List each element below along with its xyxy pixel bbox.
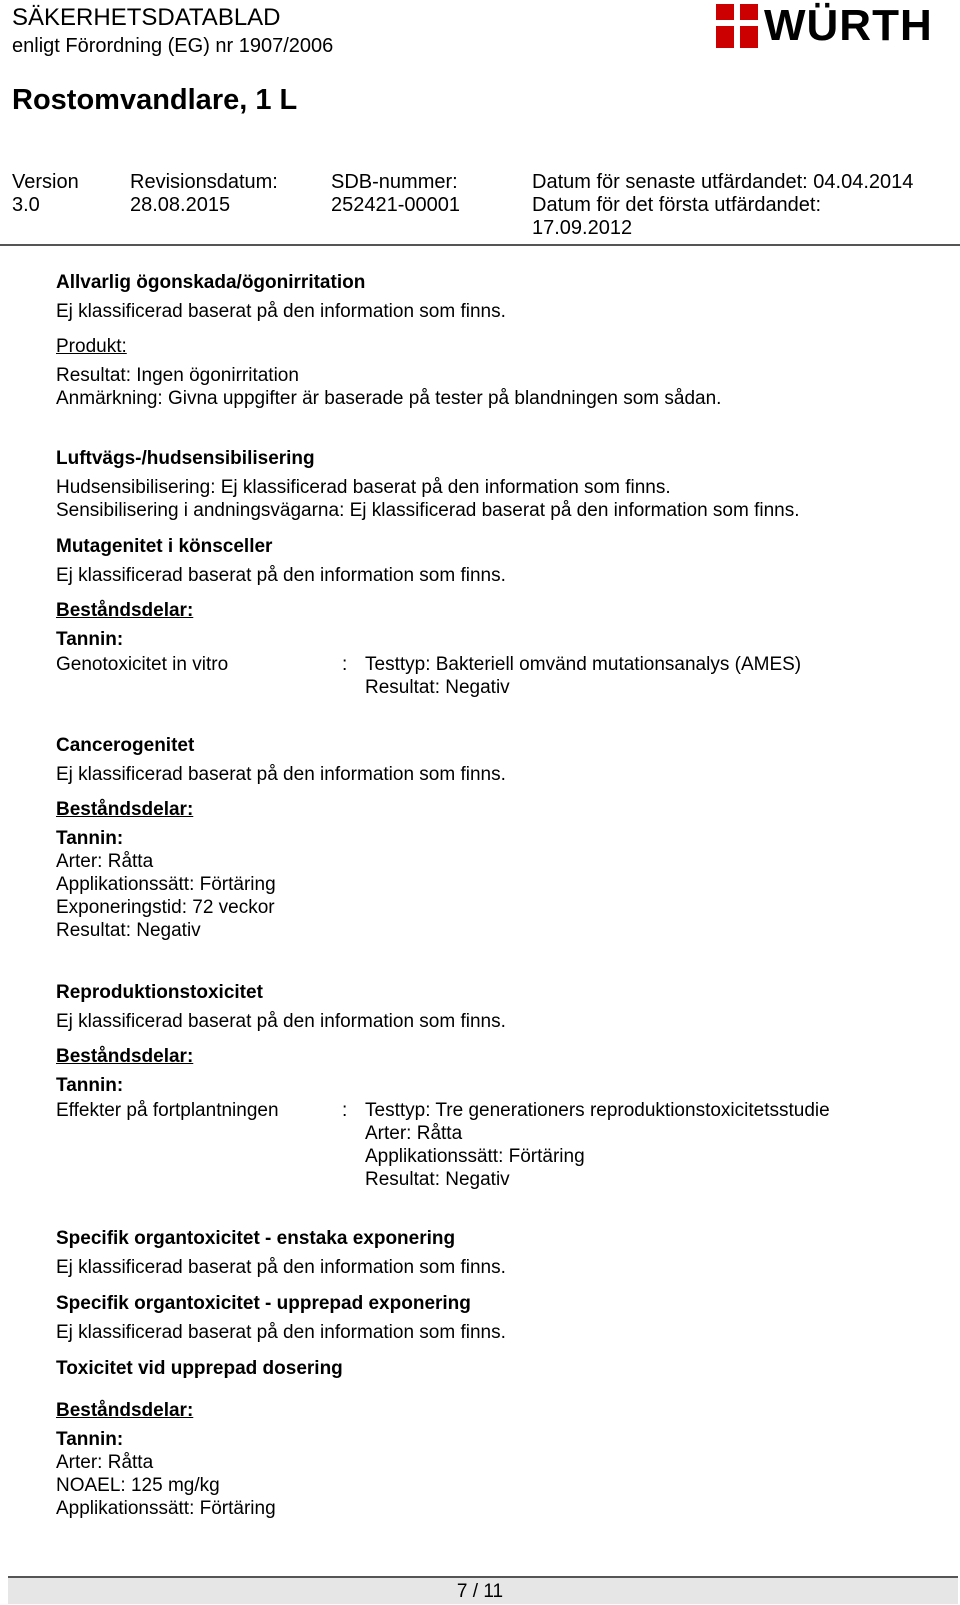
revision-value: 28.08.2015 (130, 194, 231, 216)
revision-label: Revisionsdatum: (130, 171, 278, 193)
route-text: Applikationssätt: Förtäring (56, 1498, 276, 1519)
latest-issue-date: Datum för senaste utfärdandet: 04.04.2014 (532, 171, 914, 193)
test-type: Testtyp: Tre generationers reproduktionstoxicitetsstudie (365, 1100, 830, 1121)
product-title: Rostomvandlare, 1 L (12, 84, 298, 116)
wurth-logo-mark (714, 2, 760, 50)
brand-name: WÜRTH (764, 1, 933, 50)
classification-text: Ej klassificerad baserat på den information som finns. (56, 1322, 506, 1343)
version-value: 3.0 (12, 194, 40, 216)
section-reproduction (56, 981, 506, 1097)
route-text: Applikationssätt: Förtäring (365, 1146, 585, 1167)
remark-text: Anmärkning: Givna uppgifter är baserade på tester på blandningen som sådan. (56, 388, 722, 409)
sdb-label: SDB-nummer: (331, 171, 458, 193)
classification-text: Ej klassificerad baserat på den information som finns. (56, 1011, 506, 1032)
section-heading: Specifik organtoxicitet - enstaka exponering (56, 1228, 456, 1249)
skin-text: Hudsensibilisering: Ej klassificerad baserat på den information som finns. (56, 477, 671, 498)
section-heading: Allvarlig ögonskada/ögonirritation (56, 272, 366, 293)
classification-text: Ej klassificerad baserat på den information som finns. (56, 301, 506, 322)
section-eye (56, 271, 721, 410)
product-label: Produkt: (56, 336, 127, 357)
respiratory-text: Sensibilisering i andningsvägarna: Ej klassificerad baserat på den information som finns. (56, 500, 800, 521)
components-label: Beståndsdelar: (56, 1400, 194, 1421)
components-label: Beståndsdelar: (56, 1046, 194, 1067)
document-type: SÄKERHETSDATABLAD (12, 4, 281, 31)
test-result: Resultat: Negativ (365, 677, 510, 698)
section-heading: Specifik organtoxicitet - upprepad exponering (56, 1293, 471, 1314)
regulation: enligt Förordning (EG) nr 1907/2006 (12, 35, 334, 57)
section-sensitization (56, 447, 800, 522)
section-heading: Reproduktionstoxicitet (56, 982, 263, 1003)
classification-text: Ej klassificerad baserat på den information som finns. (56, 1257, 506, 1278)
page-number: 7 / 11 (456, 1581, 504, 1602)
wurth-logo (714, 2, 760, 55)
test-row-label: Effekter på fortplantningen (56, 1100, 279, 1121)
noael-text: NOAEL: 125 mg/kg (56, 1475, 220, 1496)
colon: : (342, 654, 348, 675)
route-text: Applikationssätt: Förtäring (56, 874, 276, 895)
result-text: Resultat: Negativ (56, 920, 201, 941)
sdb-value: 252421-00001 (331, 194, 461, 216)
first-issue-value: 17.09.2012 (532, 217, 633, 239)
section-carcinogenicity (56, 734, 506, 942)
test-type: Testtyp: Bakteriell omvänd mutationsanalys (AMES) (365, 654, 802, 675)
section-heading: Luftvägs-/hudsensibilisering (56, 448, 315, 469)
colon: : (342, 1100, 348, 1121)
classification-text: Ej klassificerad baserat på den information som finns. (56, 565, 506, 586)
section-repeated-dose (56, 1357, 343, 1520)
section-stot-repeated (56, 1292, 506, 1344)
classification-text: Ej klassificerad baserat på den information som finns. (56, 764, 506, 785)
test-row-label: Genotoxicitet in vitro (56, 654, 229, 675)
species-text: Arter: Råtta (56, 1452, 154, 1473)
substance-label: Tannin: (56, 629, 124, 650)
header-rule (0, 244, 960, 246)
test-result: Resultat: Negativ (365, 1169, 510, 1190)
species-text: Arter: Råtta (365, 1123, 463, 1144)
substance-label: Tannin: (56, 828, 124, 849)
version-label: Version (12, 171, 79, 193)
components-label: Beståndsdelar: (56, 600, 194, 621)
components-label: Beståndsdelar: (56, 799, 194, 820)
result-text: Resultat: Ingen ögonirritation (56, 365, 299, 386)
substance-label: Tannin: (56, 1429, 124, 1450)
section-heading: Mutagenitet i könsceller (56, 536, 273, 557)
exposure-text: Exponeringstid: 72 veckor (56, 897, 275, 918)
section-heading: Toxicitet vid upprepad dosering (56, 1358, 343, 1379)
species-text: Arter: Råtta (56, 851, 154, 872)
section-stot-single (56, 1227, 506, 1279)
section-mutagenicity (56, 535, 506, 651)
first-issue-label: Datum för det första utfärdandet: (532, 194, 822, 216)
substance-label: Tannin: (56, 1075, 124, 1096)
section-heading: Cancerogenitet (56, 735, 195, 756)
